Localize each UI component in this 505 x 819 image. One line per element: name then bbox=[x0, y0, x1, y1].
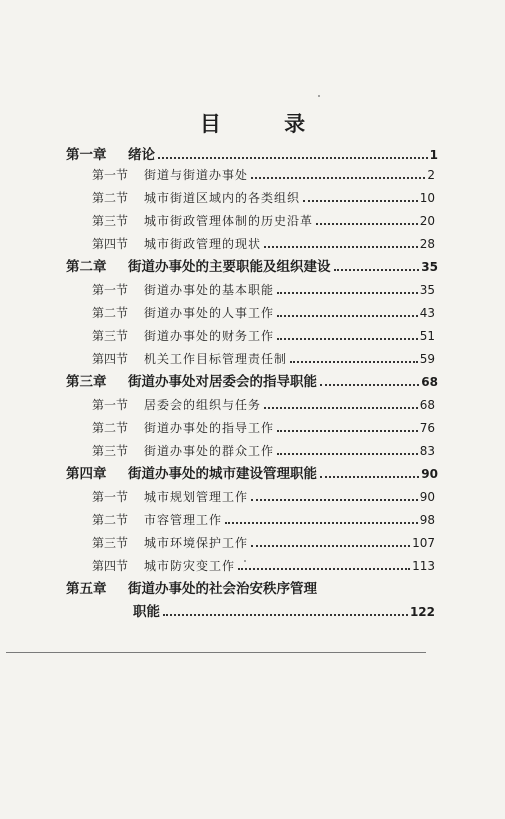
toc-chapter-row bbox=[66, 256, 438, 278]
toc-section-row bbox=[92, 279, 435, 301]
toc-entry-number: 第五章 bbox=[66, 581, 107, 597]
toc-entry-number: 第三节 bbox=[92, 444, 129, 458]
toc-entry-number: 第三节 bbox=[92, 536, 129, 550]
toc-page-number: 20 bbox=[419, 214, 435, 228]
toc-entry-number: 第二章 bbox=[66, 259, 107, 275]
toc-entry-title: 居委会的组织与任务 bbox=[144, 398, 262, 412]
toc-entry-title: 市容管理工作 bbox=[144, 513, 223, 527]
toc-section-row bbox=[92, 440, 435, 462]
toc-chapter-row bbox=[66, 578, 438, 600]
toc-section-row bbox=[92, 509, 435, 531]
toc-chapter-row bbox=[133, 601, 435, 623]
toc-page-number: 59 bbox=[419, 352, 435, 366]
toc-page-number: 113 bbox=[412, 559, 435, 573]
toc-section-row bbox=[92, 325, 435, 347]
toc-entry-title: 街道办事处的主要职能及组织建设 bbox=[128, 259, 331, 275]
toc-page-number: 1 bbox=[429, 148, 438, 162]
toc-page-number: 98 bbox=[419, 513, 435, 527]
toc-entry-title: 城市规划管理工作 bbox=[144, 490, 249, 504]
toc-entry-number: 第一节 bbox=[92, 283, 129, 297]
toc-entry-number: 第四节 bbox=[92, 237, 129, 251]
toc-entry-number: 第二节 bbox=[92, 421, 129, 435]
toc-page-number: 10 bbox=[419, 191, 435, 205]
dot-leader bbox=[290, 361, 418, 363]
toc-entry-number: 第三节 bbox=[92, 214, 129, 228]
paper-speck bbox=[244, 560, 246, 562]
toc-entry-title: 城市街道区域内的各类组织 bbox=[144, 191, 301, 205]
toc-section-row bbox=[92, 233, 435, 255]
toc-page-number: 35 bbox=[421, 260, 438, 274]
toc-page-number: 68 bbox=[419, 398, 435, 412]
toc-page-number: 43 bbox=[419, 306, 435, 320]
toc-page-number: 90 bbox=[421, 467, 438, 481]
toc-page-number: 76 bbox=[419, 421, 435, 435]
dot-leader bbox=[158, 157, 428, 159]
toc-chapter-row bbox=[66, 371, 438, 393]
dot-leader bbox=[251, 177, 425, 179]
toc-entry-number: 第二节 bbox=[92, 513, 129, 527]
toc-entry-number: 第一节 bbox=[92, 168, 129, 182]
toc-section-row bbox=[92, 187, 435, 209]
toc-section-row bbox=[92, 555, 435, 577]
toc-entry-number: 第一节 bbox=[92, 398, 129, 412]
toc-section-row bbox=[92, 394, 435, 416]
toc-entry-title: 城市环境保护工作 bbox=[144, 536, 249, 550]
toc-entry-title: 街道办事处对居委会的指导职能 bbox=[128, 374, 317, 390]
paper-speck bbox=[318, 95, 320, 97]
toc-section-row bbox=[92, 210, 435, 232]
toc-entry-title: 街道办事处的基本职能 bbox=[144, 283, 275, 297]
toc-entry-title: 街道办事处的社会治安秩序管理 bbox=[128, 581, 317, 597]
dot-leader bbox=[251, 545, 410, 547]
toc-entry-number: 第三章 bbox=[66, 374, 107, 390]
dot-leader bbox=[264, 407, 418, 409]
dot-leader bbox=[334, 269, 420, 271]
toc-chapter-row bbox=[66, 144, 438, 166]
toc-page-number: 83 bbox=[419, 444, 435, 458]
toc-entry-title: 街道办事处的城市建设管理职能 bbox=[128, 466, 317, 482]
toc-section-row bbox=[92, 348, 435, 370]
toc-entry-title: 绪论 bbox=[128, 147, 155, 163]
dot-leader bbox=[277, 315, 418, 317]
toc-entry-number: 第三节 bbox=[92, 329, 129, 343]
toc-entry-title: 城市防灾变工作 bbox=[144, 559, 236, 573]
table-of-contents bbox=[0, 144, 505, 620]
toc-page-number: 35 bbox=[419, 283, 435, 297]
toc-entry-number: 第一节 bbox=[92, 490, 129, 504]
toc-chapter-row bbox=[66, 463, 438, 485]
toc-page-number: 28 bbox=[419, 237, 435, 251]
dot-leader bbox=[277, 430, 418, 432]
toc-page-number: 68 bbox=[421, 375, 438, 389]
toc-entry-title: 机关工作目标管理责任制 bbox=[144, 352, 288, 366]
toc-page-number: 51 bbox=[419, 329, 435, 343]
dot-leader bbox=[277, 292, 418, 294]
toc-page-number: 122 bbox=[409, 605, 435, 619]
dot-leader bbox=[320, 476, 419, 478]
toc-section-row bbox=[92, 164, 435, 186]
dot-leader bbox=[251, 499, 418, 501]
toc-section-row bbox=[92, 417, 435, 439]
toc-entry-title: 街道办事处的财务工作 bbox=[144, 329, 275, 343]
toc-entry-number: 第一章 bbox=[66, 147, 107, 163]
toc-entry-title: 街道办事处的指导工作 bbox=[144, 421, 275, 435]
dot-leader bbox=[277, 338, 418, 340]
toc-title: 目 录 bbox=[199, 111, 334, 136]
toc-entry-title: 城市街政管理体制的历史沿革 bbox=[144, 214, 314, 228]
dot-leader bbox=[238, 568, 410, 570]
dot-leader bbox=[277, 453, 418, 455]
dot-leader bbox=[303, 200, 418, 202]
toc-section-row bbox=[92, 532, 435, 554]
dot-leader bbox=[264, 246, 418, 248]
dot-leader bbox=[225, 522, 418, 524]
toc-entry-number: 第四节 bbox=[92, 559, 129, 573]
page-rule bbox=[6, 652, 426, 653]
dot-leader bbox=[316, 223, 418, 225]
toc-page-number: 2 bbox=[427, 168, 435, 182]
toc-section-row bbox=[92, 302, 435, 324]
toc-page-number: 90 bbox=[419, 490, 435, 504]
toc-entry-title: 街道办事处的群众工作 bbox=[144, 444, 275, 458]
toc-entry-number: 第二节 bbox=[92, 191, 129, 205]
toc-entry-title: 街道办事处的人事工作 bbox=[144, 306, 275, 320]
toc-section-row bbox=[92, 486, 435, 508]
toc-entry-number: 第四章 bbox=[66, 466, 107, 482]
toc-entry-title: 街道与街道办事处 bbox=[144, 168, 249, 182]
dot-leader bbox=[320, 384, 419, 386]
dot-leader bbox=[163, 614, 408, 616]
toc-entry-number: 第四节 bbox=[92, 352, 129, 366]
toc-entry-title: 城市街政管理的现状 bbox=[144, 237, 262, 251]
toc-entry-number: 第二节 bbox=[92, 306, 129, 320]
toc-entry-title: 职能 bbox=[133, 604, 160, 620]
toc-page-number: 107 bbox=[412, 536, 435, 550]
